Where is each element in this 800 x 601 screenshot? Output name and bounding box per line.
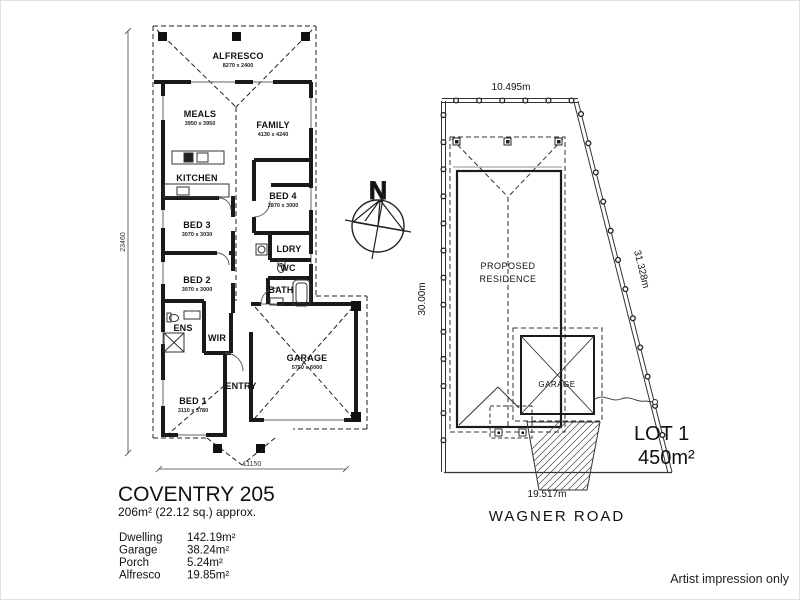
room-label-garage: GARAGE <box>286 353 328 363</box>
plan-subtitle: 206m² (22.12 sq.) approx. <box>118 505 257 519</box>
room-label-ldry: LDRY <box>276 244 302 254</box>
compass <box>345 177 411 259</box>
site-residence-label-2: RESIDENCE <box>479 274 537 284</box>
room-dims-meals: 3950 x 3950 <box>184 121 216 127</box>
room-label-bed2: BED 2 <box>183 275 211 285</box>
road-name: WAGNER ROAD <box>488 508 626 525</box>
floor-plan <box>120 26 367 472</box>
plan-drawing <box>1 1 800 601</box>
room-label-bath: BATH <box>268 285 294 295</box>
room-label-alfresco: ALFRESCO <box>212 51 264 61</box>
site-garage <box>513 328 602 421</box>
area-table <box>119 532 236 582</box>
room-label-kitchen: KITCHEN <box>176 173 218 183</box>
floor-plan-pillars <box>158 32 361 453</box>
site-dim-left: 30.00m <box>417 282 428 316</box>
site-plan <box>417 82 695 525</box>
area-row-label-3: Alfresco <box>119 569 161 582</box>
room-dims-garage: 5750 x 6000 <box>291 365 323 371</box>
site-dim-top: 10.495m <box>491 82 531 93</box>
room-dims-bed2: 3070 x 3000 <box>181 287 213 293</box>
area-row-label-2: Porch <box>119 557 150 569</box>
area-row-value-2: 5.24m² <box>187 557 223 569</box>
room-label-bed4: BED 4 <box>269 191 297 201</box>
plan-title: COVENTRY 205 <box>118 483 275 506</box>
site-dim-bottom: 19.517m <box>527 489 567 500</box>
room-label-wir: WIR <box>207 333 227 343</box>
dim-label-width: 11150 <box>242 461 262 468</box>
room-label-bed3: BED 3 <box>183 220 211 230</box>
room-dims-family: 4130 x 4240 <box>257 132 289 138</box>
area-row-label-1: Garage <box>119 544 158 557</box>
room-label-meals: MEALS <box>183 109 217 119</box>
site-lot-area: 450m² <box>638 447 695 469</box>
room-dims-bed3: 3070 x 3030 <box>181 232 213 238</box>
title-block <box>118 483 275 582</box>
room-label-entry: ENTRY <box>225 381 257 391</box>
area-row-label-0: Dwelling <box>119 532 163 544</box>
room-label-bed1: BED 1 <box>179 396 207 406</box>
site-boundaries <box>442 99 673 474</box>
area-row-value-3: 19.85m² <box>187 569 230 582</box>
footer-note: Artist impression only <box>670 572 789 586</box>
dim-label-height: 23460 <box>120 232 127 252</box>
site-residence-label-1: PROPOSED <box>480 261 536 271</box>
room-dims-bed4: 2870 x 3000 <box>267 203 299 209</box>
room-dims-bed1: 3110 x 3780 <box>177 408 209 414</box>
site-dim-right: 31.328m <box>631 249 652 290</box>
site-connection-marker <box>653 400 658 405</box>
compass-needle-icon <box>345 193 411 259</box>
north-label: N <box>368 177 388 205</box>
room-label-wc: WC <box>280 263 296 273</box>
site-porch <box>490 406 532 438</box>
room-label-ens: ENS <box>173 323 193 333</box>
area-row-value-0: 142.19m² <box>187 532 236 544</box>
area-row-value-1: 38.24m² <box>187 544 230 557</box>
site-garage-label: GARAGE <box>538 380 576 389</box>
room-label-family: FAMILY <box>256 120 290 130</box>
room-dims-alfresco: 8270 x 2400 <box>222 63 254 69</box>
site-lot-label: LOT 1 <box>634 423 690 445</box>
floor-plan-dimensions <box>125 28 349 472</box>
site-connection-line <box>595 397 653 402</box>
